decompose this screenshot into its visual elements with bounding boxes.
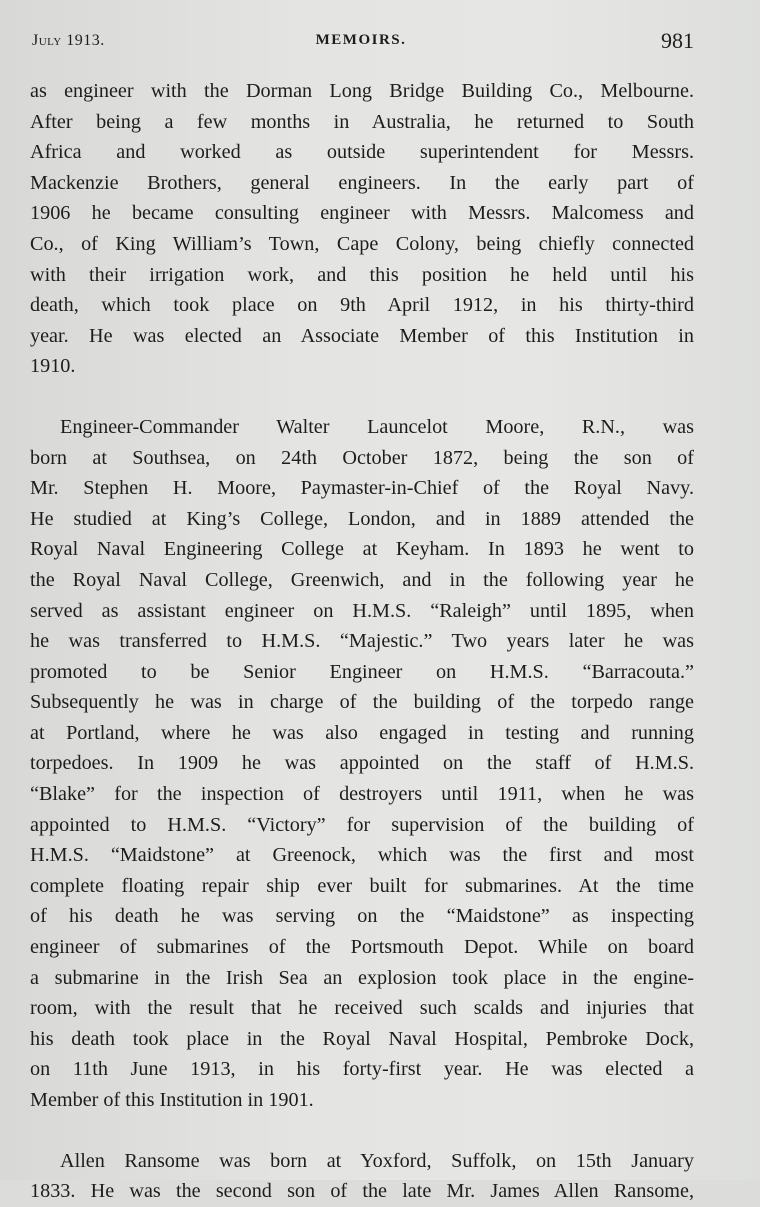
text-line: 1910. xyxy=(30,355,76,378)
text-line: as engineer with the Dorman Long Bridge Building Co., Melbourne. xyxy=(30,80,694,102)
text-line: his death took place in the Royal Naval Hospital, Pembroke Dock, xyxy=(30,1027,694,1050)
text-line: Co., of King William’s Town, Cape Colony, being chiefly connected xyxy=(30,232,694,255)
text-line: death, which took place on 9th April 1912, in his thirty-third xyxy=(30,294,694,317)
text-line: promoted to be Senior Engineer on H.M.S. “Barracouta.” xyxy=(30,660,694,683)
text-line: Royal Naval Engineering College at Keyham. In 1893 he went to xyxy=(30,538,694,561)
text-line: H.M.S. “Maidstone” at Greenock, which was the first and most xyxy=(30,844,694,867)
text-line: Engineer-Commander Walter Launcelot Moore, R.N., was xyxy=(60,415,694,438)
text-line: Mackenzie Brothers, general engineers. In the early part of xyxy=(30,171,694,194)
memoir-paragraph xyxy=(30,1146,694,1207)
header-section-title: MEMOIRS. xyxy=(315,32,407,48)
memoir-paragraph xyxy=(30,412,694,1116)
text-line: appointed to H.M.S. “Victory” for supervision of the building of xyxy=(30,813,694,836)
text-line: Member of this Institution in 1901. xyxy=(30,1089,314,1111)
text-line: year. He was elected an Associate Member of this Institution in xyxy=(30,324,694,347)
text-line: engineer of submarines of the Portsmouth Depot. While on board xyxy=(30,936,694,959)
text-line: complete floating repair ship ever built for submarines. At the time xyxy=(30,874,694,897)
text-line: Allen Ransome was born at Yoxford, Suffolk, on 15th January xyxy=(60,1149,694,1172)
body-text xyxy=(30,76,694,1207)
text-line: After being a few months in Australia, he returned to South xyxy=(30,110,694,133)
text-line: the Royal Naval College, Greenwich, and in the following year he xyxy=(30,568,694,591)
text-line: he was transferred to H.M.S. “Majestic.” Two years later he was xyxy=(30,630,694,653)
text-line: of his death he was serving on the “Maidstone” as inspecting xyxy=(30,905,694,928)
text-line: 1906 he became consulting engineer with Messrs. Malcomess and xyxy=(30,202,694,225)
text-line: at Portland, where he was also engaged in testing and running xyxy=(30,721,694,744)
text-line: torpedoes. In 1909 he was appointed on the staff of H.M.S. xyxy=(30,752,694,775)
text-line: Africa and worked as outside superintendent for Messrs. xyxy=(30,141,694,164)
header-date: July 1913. xyxy=(32,32,105,49)
text-line: with their irrigation work, and this position he held until his xyxy=(30,263,694,286)
memoir-paragraph xyxy=(30,76,694,382)
page-number: 981 xyxy=(661,28,694,53)
text-line: 1833. He was the second son of the late Mr. James Allen Ransome, xyxy=(30,1180,694,1203)
text-line: Subsequently he was in charge of the building of the torpedo range xyxy=(30,691,694,714)
text-line: “Blake” for the inspection of destroyers until 1911, when he was xyxy=(30,783,694,806)
running-header xyxy=(28,28,694,56)
text-line: He studied at King’s College, London, and in 1889 attended the xyxy=(30,507,694,530)
text-line: born at Southsea, on 24th October 1872, being the son of xyxy=(30,446,694,469)
text-line: served as assistant engineer on H.M.S. “Raleigh” until 1895, when xyxy=(30,599,694,622)
text-line: room, with the result that he received such scalds and injuries that xyxy=(30,997,694,1020)
text-line: on 11th June 1913, in his forty-first year. He was elected a xyxy=(30,1058,694,1081)
text-line: a submarine in the Irish Sea an explosion took place in the engine- xyxy=(30,966,694,989)
text-line: Mr. Stephen H. Moore, Paymaster-in-Chief of the Royal Navy. xyxy=(30,477,694,500)
